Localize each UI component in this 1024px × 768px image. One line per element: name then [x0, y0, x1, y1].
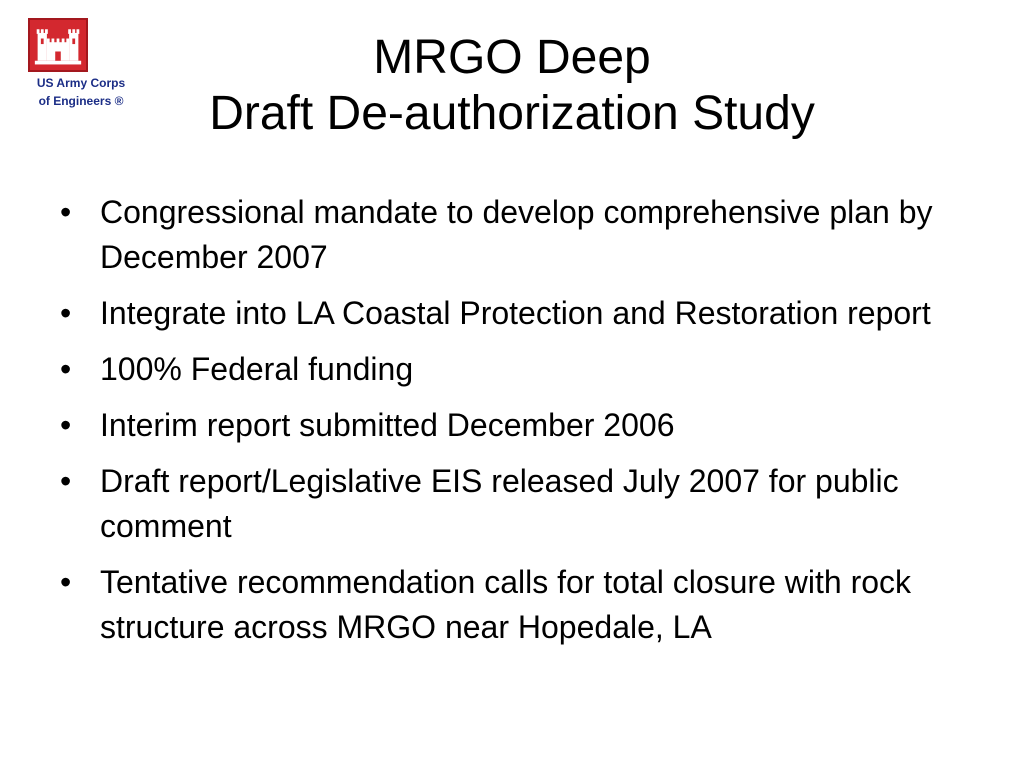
- bullet-marker: •: [60, 351, 72, 387]
- bullet-item: [56, 347, 976, 392]
- bullet-marker: •: [60, 407, 72, 443]
- bullet-item: [56, 459, 976, 549]
- bullet-list: [56, 190, 976, 661]
- bullet-text: Congressional mandate to develop comprehensive plan by December 2007: [100, 194, 933, 275]
- bullet-item: [56, 560, 976, 650]
- bullet-item: [56, 403, 976, 448]
- slide-title: [0, 30, 1024, 142]
- slide-title-line-2: Draft De-authorization Study: [209, 87, 815, 140]
- logo-line-2: of Engineers ®: [38, 94, 124, 108]
- bullet-text: 100% Federal funding: [100, 351, 414, 387]
- bullet-item: [56, 190, 976, 280]
- bullet-marker: •: [60, 564, 72, 600]
- bullet-text: Draft report/Legislative EIS released July 2007 for public comment: [100, 463, 899, 544]
- logo-line-1: US Army Corps: [36, 76, 126, 90]
- bullet-marker: •: [60, 194, 72, 230]
- bullet-text: Tentative recommendation calls for total closure with rock structure across MRGO near Hopedale, LA: [100, 564, 912, 645]
- bullet-text: Integrate into LA Coastal Protection and Restoration report: [100, 295, 931, 331]
- bullet-marker: •: [60, 463, 72, 499]
- bullet-marker: •: [60, 295, 72, 331]
- bullet-text: Interim report submitted December 2006: [100, 407, 675, 443]
- bullet-item: [56, 291, 976, 336]
- slide-title-line-1: MRGO Deep: [373, 31, 651, 84]
